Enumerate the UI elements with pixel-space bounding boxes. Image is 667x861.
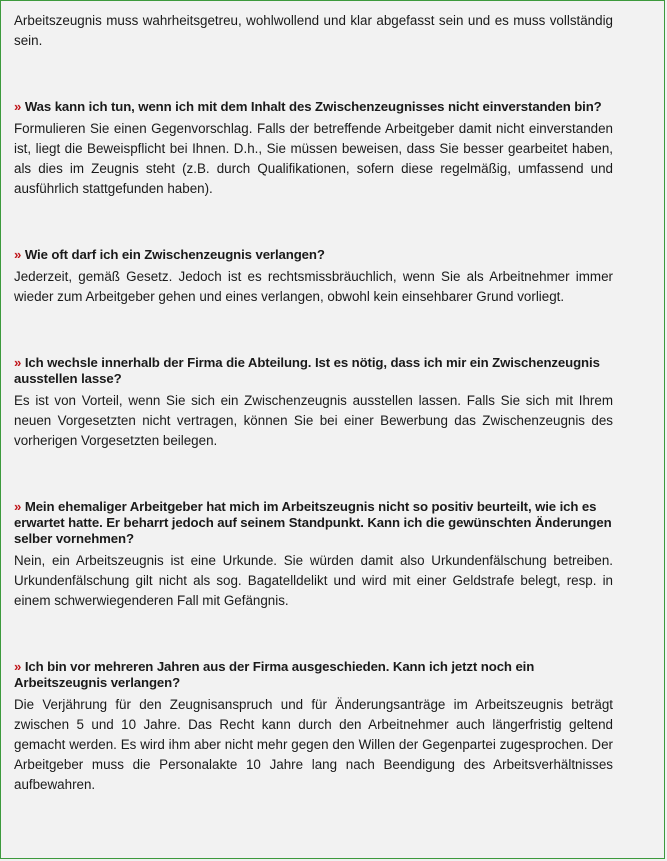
faq-answer: Jederzeit, gemäß Gesetz. Jedoch ist es rechtsmissbräuchlich, wenn Sie als Arbeitnehmer immer wieder zum Arbeitgeber gehen und eines verlangen, obwohl kein einsehbarer Grund vorliegt. (14, 269, 613, 304)
faq-answer: Es ist von Vorteil, wenn Sie sich ein Zwischenzeugnis ausstellen lassen. Falls Sie sich mit Ihrem neuen Vorgesetzten nicht vertragen, können Sie bei einer Bewerbung das Zwischenzeugnis des vorherigen Vorgesetzten beilegen. (14, 393, 613, 448)
faq-item (14, 499, 613, 611)
question-text: Ich bin vor mehreren Jahren aus der Firma ausgeschieden. Kann ich jetzt noch ein Arbeitszeugnis verlangen? (14, 659, 535, 690)
bullet-marker-icon: » (14, 499, 22, 514)
faq-answer: Formulieren Sie einen Gegenvorschlag. Falls der betreffende Arbeitgeber damit nicht einverstanden ist, liegt die Beweispflicht bei Ihnen. D.h., Sie müssen beweisen, dass Sie besser gearbeitet haben, als dies im Zeugnis steht (z.B. durch Qualifikationen, sofern diese regelmäßig, umfassend und ausführlich stattgefunden haben). (14, 121, 613, 196)
faq-item (14, 659, 613, 795)
faq-answer: Die Verjährung für den Zeugnisanspruch und für Änderungsanträge im Arbeitszeugnis beträgt zwischen 5 und 10 Jahre. Das Recht kann durch den Arbeitnehmer auch längerfristig geltend gemacht werden. Es wird ihm aber nicht mehr gegen den Willen der Gegenpartei zugesprochen. Der Arbeitgeber muss die Personalakte 10 Jahre lang nach Beendigung des Arbeitsverhältnisses aufbewahren. (14, 697, 613, 792)
question-text: Wie oft darf ich ein Zwischenzeugnis verlangen? (24, 247, 325, 262)
bullet-marker-icon: » (14, 247, 22, 262)
faq-question (14, 99, 613, 115)
question-text: Ich wechsle innerhalb der Firma die Abteilung. Ist es nötig, dass ich mir ein Zwischenzeugnis ausstellen lasse? (14, 355, 600, 386)
faq-answer: Nein, ein Arbeitszeugnis ist eine Urkunde. Sie würden damit also Urkundenfälschung betreiben. Urkundenfälschung gilt nicht als sog. Bagatelldelikt und wird mit einer Geldstrafe belegt, resp. in einem schwerwiegenderen Fall mit Gefängnis. (14, 553, 613, 608)
bullet-marker-icon: » (14, 659, 22, 674)
faq-question (14, 659, 613, 691)
faq-item (14, 99, 613, 199)
question-text: Mein ehemaliger Arbeitgeber hat mich im Arbeitszeugnis nicht so positiv beurteilt, wie ich es erwartet hatte. Er beharrt jedoch auf seinem Standpunkt. Kann ich die gewünschten Änderungen selber vornehmen? (14, 499, 612, 546)
bullet-marker-icon: » (14, 355, 22, 370)
faq-question (14, 247, 613, 263)
bullet-marker-icon: » (14, 99, 22, 114)
faq-question (14, 355, 613, 387)
faq-item (14, 355, 613, 451)
intro-text: Arbeitszeugnis muss wahrheitsgetreu, wohlwollend und klar abgefasst sein und es muss vollständig sein. (14, 13, 613, 48)
faq-question (14, 499, 613, 547)
question-text: Was kann ich tun, wenn ich mit dem Inhalt des Zwischenzeugnisses nicht einverstanden bin? (24, 99, 602, 114)
faq-item (14, 247, 613, 307)
faq-content (14, 11, 613, 795)
